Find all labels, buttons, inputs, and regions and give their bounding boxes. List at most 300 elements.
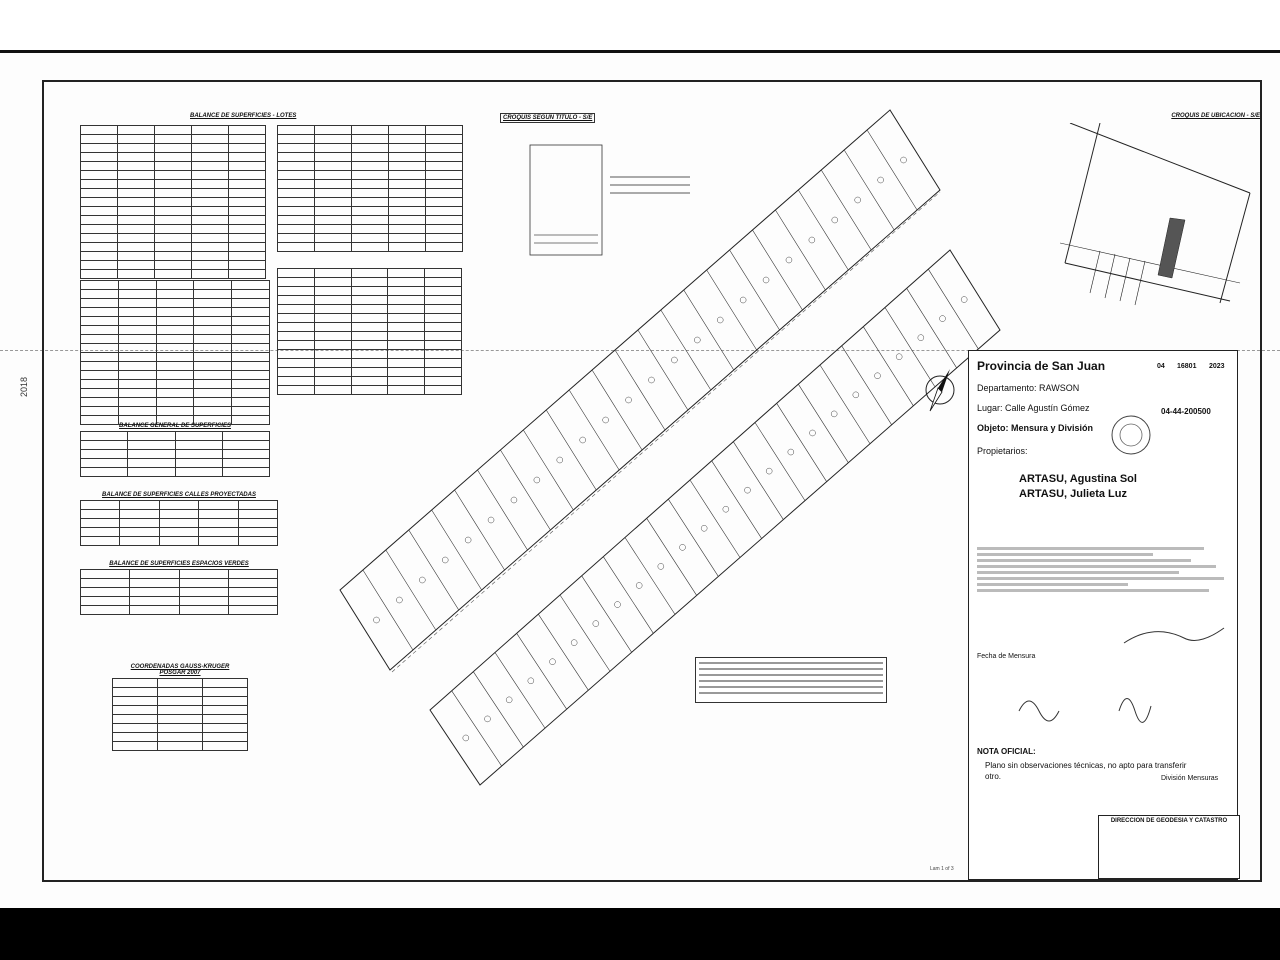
table-cell (194, 389, 232, 398)
general-balance-table (80, 423, 270, 477)
subdivision-plan (300, 80, 1060, 800)
lot-number-marker (442, 557, 448, 563)
table-cell (238, 510, 277, 519)
table-cell (232, 326, 270, 335)
lot-number-marker (603, 417, 609, 423)
lot-number-marker (680, 544, 686, 550)
table-cell (229, 234, 266, 243)
table-cell (156, 398, 194, 407)
table-cell (156, 389, 194, 398)
sheet-ref: Lam 1 of 3 (930, 866, 954, 872)
table-cell (81, 510, 120, 519)
table-cell (203, 742, 248, 751)
table-cell (238, 528, 277, 537)
table-cell (120, 501, 159, 510)
table-cell (192, 144, 229, 153)
table-cell (81, 579, 130, 588)
table-cell (203, 706, 248, 715)
table-cell (199, 528, 238, 537)
fecha-mensura: Fecha de Mensura (977, 653, 1036, 660)
table-cell (155, 171, 192, 180)
table-cell (118, 171, 155, 180)
table-cell (118, 308, 156, 317)
croquis-titulo-title: CROQUIS SEGUN TITULO - S/E (500, 113, 595, 123)
table-cell (81, 225, 118, 234)
table-cell (118, 144, 155, 153)
table-cell (81, 588, 130, 597)
croquis-ubicacion (1060, 113, 1260, 313)
table-cell (194, 344, 232, 353)
nota-texto-2: otro. (985, 772, 1002, 781)
table-cell (156, 308, 194, 317)
table-cell (81, 308, 119, 317)
lot-divider (569, 390, 619, 470)
lot-number-marker (626, 397, 632, 403)
table-cell (222, 432, 269, 441)
plano-code-3: 2023 (1209, 363, 1225, 370)
lot-divider (707, 270, 757, 350)
table-cell (238, 537, 277, 546)
table-cell (155, 153, 192, 162)
table-cell (156, 317, 194, 326)
table-cell (120, 510, 159, 519)
lot-number-marker (648, 377, 654, 383)
lot-number-marker (488, 517, 494, 523)
table-cell (118, 261, 155, 270)
table-cell (118, 225, 155, 234)
table-cell (194, 290, 232, 299)
table-cell (81, 528, 120, 537)
table-cell (81, 344, 119, 353)
table-cell (156, 281, 194, 290)
table-cell (128, 441, 175, 450)
lot-number-marker (766, 468, 772, 474)
table-cell (118, 243, 155, 252)
table-cell (229, 171, 266, 180)
table-cell (155, 198, 192, 207)
lot-divider (638, 330, 688, 410)
lot-number-marker (580, 437, 586, 443)
table-cell (155, 207, 192, 216)
table-cell (81, 459, 128, 468)
table-cell (81, 126, 118, 135)
table-cell (158, 688, 203, 697)
table-cell (179, 588, 228, 597)
division-label: División Mensuras (1161, 775, 1219, 782)
table-cell (156, 299, 194, 308)
table-cell (158, 706, 203, 715)
lot-number-marker (961, 297, 967, 303)
table-cell (118, 189, 155, 198)
lot-number-marker (396, 597, 402, 603)
table-cell (229, 252, 266, 261)
table-cell (192, 180, 229, 189)
table-cell (81, 207, 118, 216)
table-cell (192, 225, 229, 234)
lot-number-marker (855, 197, 861, 203)
table-cell (232, 407, 270, 416)
table-cell (128, 450, 175, 459)
table-cell (199, 519, 238, 528)
table-cell (199, 537, 238, 546)
table-cell (155, 243, 192, 252)
table-cell (156, 353, 194, 362)
lot-number-marker (763, 277, 769, 283)
lot-divider (684, 290, 734, 370)
table-cell (81, 380, 119, 389)
lot-divider (625, 538, 675, 615)
lot-divider (820, 365, 870, 444)
table-cell (194, 380, 232, 389)
table-cell (194, 362, 232, 371)
table-cell (158, 742, 203, 751)
lot-number-marker (896, 354, 902, 360)
lot-divider (690, 480, 740, 558)
table-cell (229, 180, 266, 189)
table-cell (118, 380, 156, 389)
table-cell (118, 153, 155, 162)
table-cell (118, 389, 156, 398)
table-cell (118, 362, 156, 371)
lot-number-marker (694, 337, 700, 343)
lot-number-marker (528, 678, 534, 684)
table-cell (156, 344, 194, 353)
table-cell (81, 180, 118, 189)
table-cell (194, 407, 232, 416)
table-cell (203, 697, 248, 706)
table-cell (118, 126, 155, 135)
table-cell (229, 126, 266, 135)
table-cell (203, 715, 248, 724)
table-cell (229, 207, 266, 216)
general-balance-title: BALANCE GENERAL DE SUPERFICIES (119, 423, 231, 429)
espacios-verdes-title: BALANCE DE SUPERFICIES ESPACIOS VERDES (109, 561, 249, 567)
table-cell (192, 189, 229, 198)
table-cell (155, 135, 192, 144)
lot-number-marker (615, 602, 621, 608)
lot-divider (473, 672, 523, 747)
table-cell (175, 468, 222, 477)
table-cell (128, 432, 175, 441)
lot-number-marker (636, 582, 642, 588)
lot-divider (842, 346, 892, 425)
table-cell (192, 234, 229, 243)
lot-number-marker (463, 735, 469, 741)
lot-divider (821, 170, 871, 250)
table-cell (81, 135, 118, 144)
table-cell (118, 135, 155, 144)
table-cell (229, 270, 266, 279)
table-cell (155, 162, 192, 171)
table-cell (222, 441, 269, 450)
table-cell (118, 299, 156, 308)
lot-divider (478, 470, 528, 550)
table-cell (159, 510, 198, 519)
table-cell (118, 207, 155, 216)
table-cell (113, 724, 158, 733)
signatures (1009, 681, 1209, 731)
lot-number-marker (918, 335, 924, 341)
table-cell (229, 162, 266, 171)
coords-title-1: COORDENADAS GAUSS-KRUGER (130, 664, 230, 670)
lot-divider (495, 653, 545, 729)
lotes-table-title: BALANCE DE SUPERFICIES - LOTES (190, 113, 297, 119)
table-cell (156, 326, 194, 335)
lot-divider (603, 557, 653, 634)
table-cell (232, 389, 270, 398)
lotes-table-c (80, 280, 270, 425)
table-cell (228, 570, 277, 579)
table-cell (159, 501, 198, 510)
table-cell (118, 162, 155, 171)
table-cell (81, 216, 118, 225)
plano-code-1: 04 (1157, 363, 1165, 370)
table-cell (232, 362, 270, 371)
table-cell (118, 398, 156, 407)
espacios-verdes-table (80, 561, 278, 615)
table-cell (81, 362, 119, 371)
table-cell (155, 225, 192, 234)
lot-divider (712, 461, 762, 539)
table-cell (81, 290, 119, 299)
lot-divider (755, 423, 805, 501)
table-cell (192, 243, 229, 252)
table-cell (194, 398, 232, 407)
table-cell (81, 261, 118, 270)
table-cell (232, 290, 270, 299)
owner-1: ARTASU, Agustina Sol (1019, 473, 1137, 485)
table-cell (194, 299, 232, 308)
table-cell (118, 252, 155, 261)
margin-note: 2018 (19, 376, 30, 398)
table-cell (175, 450, 222, 459)
table-cell (203, 733, 248, 742)
lot-number-marker (745, 487, 751, 493)
table-cell (113, 742, 158, 751)
lot-number-marker (788, 449, 794, 455)
table-cell (118, 180, 155, 189)
lot-number-marker (465, 537, 471, 543)
table-cell (156, 335, 194, 344)
table-cell (232, 335, 270, 344)
table-cell (81, 243, 118, 252)
table-cell (81, 171, 118, 180)
table-cell (81, 198, 118, 207)
table-cell (81, 189, 118, 198)
lot-number-marker (853, 392, 859, 398)
table-cell (232, 281, 270, 290)
lot-divider (409, 530, 459, 610)
table-cell (81, 252, 118, 261)
observations-box (695, 657, 887, 703)
table-cell (194, 335, 232, 344)
table-cell (155, 270, 192, 279)
table-cell (156, 290, 194, 299)
table-cell (156, 380, 194, 389)
north-arrow-icon (920, 365, 960, 415)
table-cell (232, 299, 270, 308)
table-cell (179, 606, 228, 615)
plano-code-2: 16801 (1177, 363, 1197, 370)
table-cell (118, 216, 155, 225)
lot-divider (432, 510, 482, 590)
table-cell (120, 519, 159, 528)
lot-number-marker (593, 621, 599, 627)
table-cell (192, 216, 229, 225)
table-cell (203, 724, 248, 733)
table-cell (222, 468, 269, 477)
table-cell (179, 570, 228, 579)
nota-texto-1: Plano sin observaciones técnicas, no apto para transferir (985, 761, 1187, 770)
table-cell (81, 537, 120, 546)
table-cell (113, 697, 158, 706)
table-cell (232, 380, 270, 389)
lot-number-marker (809, 237, 815, 243)
coords-title-2: POSGAR 2007 (159, 670, 201, 676)
table-cell (194, 353, 232, 362)
table-cell (194, 371, 232, 380)
lot-number-marker (571, 640, 577, 646)
table-cell (175, 441, 222, 450)
table-cell (159, 528, 198, 537)
table-cell (199, 510, 238, 519)
table-cell (158, 724, 203, 733)
lot-number-marker (671, 357, 677, 363)
seal-stamp (1109, 413, 1153, 457)
table-cell (130, 597, 179, 606)
lot-divider (733, 442, 783, 520)
table-cell (158, 715, 203, 724)
table-cell (192, 162, 229, 171)
lot-number-marker (901, 157, 907, 163)
table-cell (175, 432, 222, 441)
table-cell (156, 362, 194, 371)
table-cell (159, 537, 198, 546)
table-cell (158, 679, 203, 688)
table-cell (155, 126, 192, 135)
table-cell (229, 216, 266, 225)
lot-divider (500, 450, 550, 530)
lot-number-marker (878, 177, 884, 183)
table-cell (232, 317, 270, 326)
table-cell (156, 407, 194, 416)
calles-balance-table (80, 492, 278, 546)
table-cell (81, 162, 118, 171)
table-cell (118, 335, 156, 344)
lot-divider (546, 410, 596, 490)
lot-divider (863, 327, 913, 406)
table-cell (81, 371, 119, 380)
table-cell (130, 588, 179, 597)
owner-2: ARTASU, Julieta Luz (1019, 488, 1127, 500)
table-cell (81, 606, 130, 615)
table-cell (229, 189, 266, 198)
table-cell (81, 281, 119, 290)
table-cell (118, 234, 155, 243)
table-cell (118, 407, 156, 416)
lot-divider (661, 310, 711, 390)
table-cell (175, 459, 222, 468)
table-cell (232, 371, 270, 380)
table-cell (156, 371, 194, 380)
table-cell (81, 432, 128, 441)
table-cell (81, 317, 119, 326)
lot-divider (844, 150, 894, 230)
lot-number-marker (550, 659, 556, 665)
lot-divider (517, 633, 567, 709)
lot-number-marker (875, 373, 881, 379)
lot-divider (798, 384, 848, 463)
lot-number-marker (419, 577, 425, 583)
top-bar (0, 0, 1280, 53)
lot-divider (907, 288, 957, 368)
table-cell (155, 234, 192, 243)
table-cell (229, 135, 266, 144)
table-cell (120, 528, 159, 537)
table-cell (192, 198, 229, 207)
lot-number-marker (658, 563, 664, 569)
table-cell (155, 252, 192, 261)
lot-divider (386, 550, 436, 630)
table-cell (81, 153, 118, 162)
table-cell (155, 216, 192, 225)
lot-number-marker (723, 506, 729, 512)
objeto-label: Objeto: Mensura y División (977, 423, 1094, 433)
table-cell (113, 706, 158, 715)
table-cell (192, 126, 229, 135)
lot-divider (592, 370, 642, 450)
lot-divider (452, 691, 502, 766)
table-cell (229, 144, 266, 153)
lot-number-marker (373, 617, 379, 623)
table-cell (229, 243, 266, 252)
table-cell (130, 570, 179, 579)
lot-divider (615, 350, 665, 430)
departamento-label: Departamento: RAWSON (977, 383, 1080, 393)
lot-divider (753, 230, 803, 310)
propietarios-label: Propietarios: (977, 446, 1028, 456)
lot-divider (730, 250, 780, 330)
lot-number-marker (511, 497, 517, 503)
croquis-ubicacion-title: CROQUIS DE UBICACION - S/E (1171, 113, 1260, 119)
table-cell (81, 519, 120, 528)
table-cell (232, 353, 270, 362)
table-cell (130, 579, 179, 588)
lot-divider (775, 210, 825, 290)
table-cell (155, 261, 192, 270)
lot-number-marker (701, 525, 707, 531)
table-cell (232, 308, 270, 317)
table-cell (81, 570, 130, 579)
table-cell (159, 519, 198, 528)
table-cell (128, 468, 175, 477)
table-cell (229, 153, 266, 162)
lot-number-marker (740, 297, 746, 303)
table-cell (118, 270, 155, 279)
table-cell (155, 180, 192, 189)
table-cell (81, 299, 119, 308)
table-cell (192, 207, 229, 216)
table-cell (81, 144, 118, 153)
table-cell (179, 579, 228, 588)
table-cell (118, 371, 156, 380)
surveyor-signature (1119, 621, 1229, 651)
lot-divider (668, 499, 718, 576)
lugar-label: Lugar: Calle Agustín Gómez (977, 403, 1090, 413)
table-cell (81, 407, 119, 416)
table-cell (81, 270, 118, 279)
table-cell (194, 308, 232, 317)
